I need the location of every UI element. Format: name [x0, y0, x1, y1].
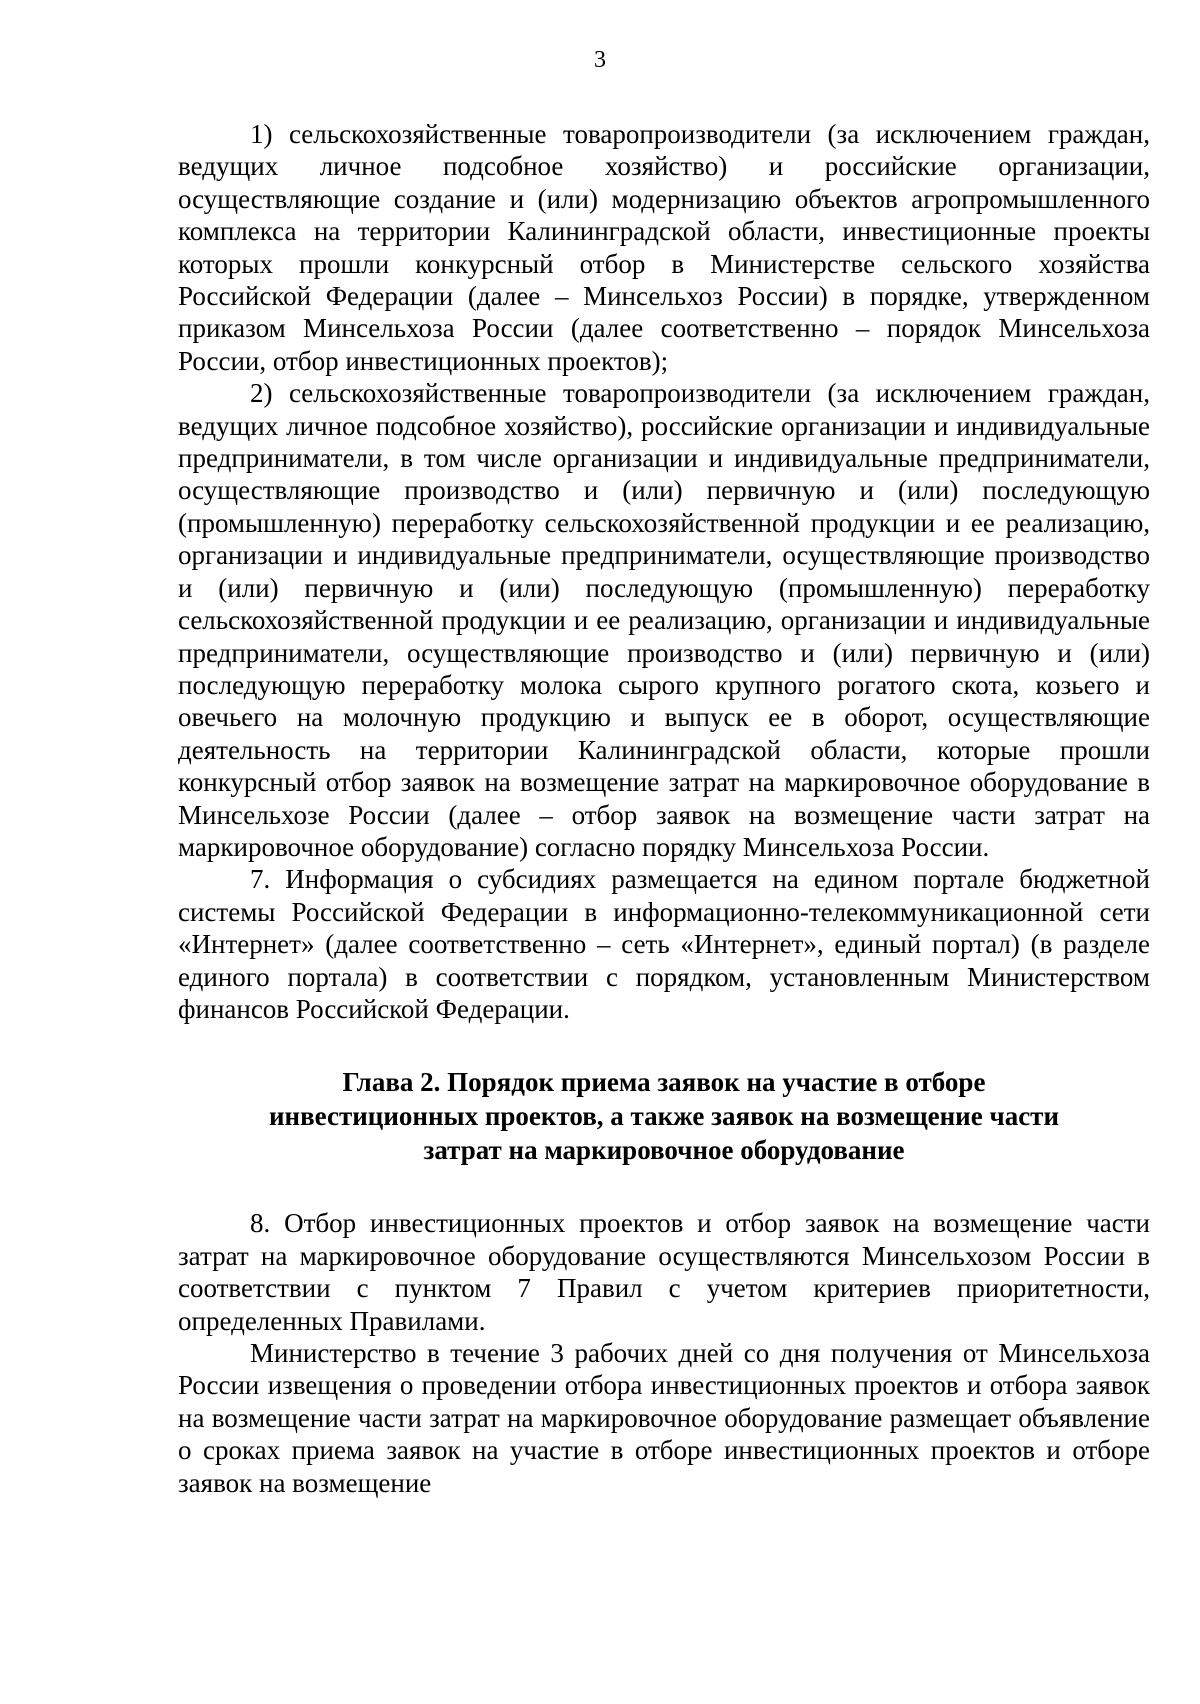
chapter-heading-line-1: Глава 2. Порядок приема заявок на участие в отборе [342, 1067, 986, 1098]
chapter-heading-line-3: затрат на маркировочное оборудование [423, 1135, 905, 1166]
paragraph-7: 7. Информация о субсидиях размещается на едином портале бюджетной системы Российской Федерации в информационно-телекоммуникационной сети «Интернет» (далее соответственно – сеть «Интернет», единый портал) (в разделе единого портала) в соответствии с порядком, установленным Министерством финансов Российской Федерации. [178, 864, 1150, 1024]
page-number: 3 [594, 47, 606, 73]
paragraph-ministry-announcement: Министерство в течение 3 рабочих дней со дня получения от Минсельхоза России извещения о проведении отбора инвестиционных проектов и отбора заявок на возмещение части затрат на маркировочное оборудование размещает объявление о сроках приема заявок на участие в отборе инвестиционных проектов и отборе заявок на возмещение [178, 1338, 1150, 1498]
chapter-heading [178, 1065, 1150, 1167]
paragraph-8: 8. Отбор инвестиционных проектов и отбор заявок на возмещение части затрат на маркировочное оборудование осуществляются Минсельхозом России в соответствии с пунктом 7 Правил с учетом критериев приоритетности, определенных Правилами. [178, 1208, 1150, 1336]
paragraph-item-2: 2) сельскохозяйственные товаропроизводители (за исключением граждан, ведущих личное подсобное хозяйство), российские организации и индивидуальные предприниматели, в том числе организации и индивидуальные предприниматели, осуществляющие производство и (или) первичную и (или) последующую (промышленную) переработку сельскохозяйственной продукции и ее реализацию, организации и индивидуальные предприниматели, осуществляющие производство и (или) первичную и (или) последующую (промышленную) переработку сельскохозяйственной продукции и ее реализацию, организации и индивидуальные предприниматели, осуществляющие производство и (или) первичную и (или) последующую переработку молока сырого крупного рогатого скота, козьего и овечьего на молочную продукцию и выпуск ее в оборот, осуществляющие деятельность на территории Калининградской области, которые прошли конкурсный отбор заявок на возмещение затрат на маркировочное оборудование в Минсельхозе России (далее – отбор заявок на возмещение части затрат на маркировочное оборудование) согласно порядку Минсельхоза России. [178, 378, 1150, 862]
paragraph-item-1: 1) сельскохозяйственные товаропроизводители (за исключением граждан, ведущих личное подсобное хозяйство) и российские организации, осуществляющие создание и (или) модернизацию объектов агропромышленного комплекса на территории Калининградской области, инвестиционные проекты которых прошли конкурсный отбор в Министерстве сельского хозяйства Российской Федерации (далее – Минсельхоз России) в порядке, утвержденном приказом Минсельхоза России (далее соответственно – порядок Минсельхоза России, отбор инвестиционных проектов); [178, 119, 1150, 376]
document-body [178, 118, 1150, 1499]
chapter-heading-line-2: инвестиционных проектов, а также заявок на возмещение части [268, 1101, 1059, 1132]
